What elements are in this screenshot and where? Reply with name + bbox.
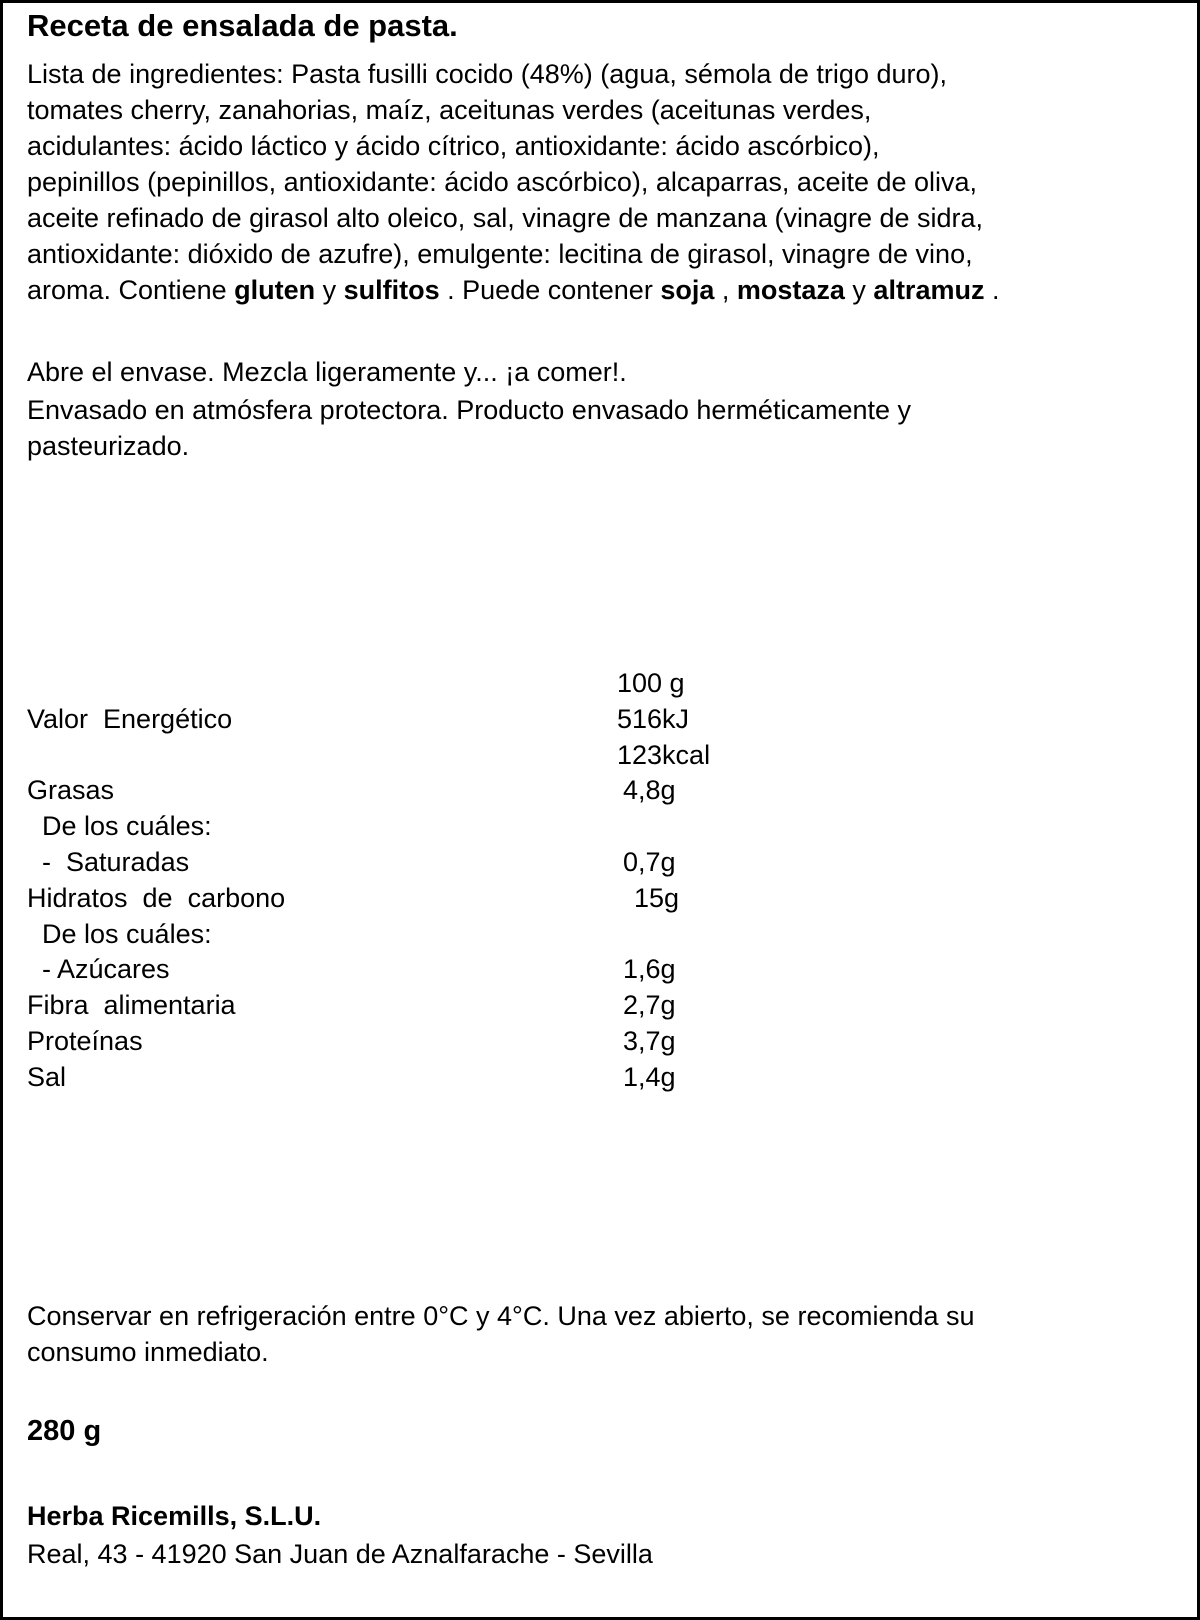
- storage-line: consumo inmediato.: [27, 1337, 269, 1367]
- nutrition-row: [3, 701, 1200, 737]
- ingredients-line: Lista de ingredientes: Pasta fusilli cocido (48%) (agua, sémola de trigo duro),: [27, 59, 947, 89]
- nutrient-label: - Azúcares: [27, 954, 170, 985]
- ingredients-line: tomates cherry, zanahorias, maíz, aceitunas verdes (aceitunas verdes,: [27, 95, 872, 125]
- company-name: Herba Ricemills, S.L.U.: [27, 1501, 322, 1531]
- product-title: Receta de ensalada de pasta.: [27, 8, 458, 43]
- nutrition-row: [3, 1023, 1200, 1059]
- nutrition-row: [3, 880, 1200, 916]
- packaging-info: [27, 392, 1127, 464]
- nutrition-row: [3, 772, 1200, 808]
- allergens-text: y: [315, 275, 344, 305]
- allergen-gluten: gluten: [234, 275, 316, 305]
- nutrient-label: - Saturadas: [27, 846, 190, 877]
- allergen-altramuz: altramuz: [873, 275, 985, 305]
- nutrient-value: 15g: [634, 882, 680, 913]
- ingredients-line: antioxidante: dióxido de azufre), emulgente: lecitina de girasol, vinagre de vino,: [27, 239, 973, 269]
- packaging-line: Envasado en atmósfera protectora. Producto envasado herméticamente y: [27, 395, 911, 425]
- nutrient-label: Grasas: [27, 775, 115, 806]
- allergens-text: .: [984, 275, 1000, 305]
- allergen-sulfitos: sulfitos: [343, 275, 440, 305]
- ingredients-line: aceite refinado de girasol alto oleico, sal, vinagre de manzana (vinagre de sidra,: [27, 203, 984, 233]
- nutrient-value: 1,6g: [623, 954, 676, 985]
- nutrient-label: Hidratos de carbono: [27, 882, 286, 913]
- net-weight: 280 g: [27, 1415, 102, 1447]
- nutrition-row: [3, 1059, 1200, 1095]
- usage-instructions: Abre el envase. Mezcla ligeramente y... ¡a comer!.: [27, 357, 627, 387]
- ingredients-list: [27, 56, 1187, 308]
- nutrition-header-row: [3, 665, 1200, 701]
- nutrition-row: [3, 808, 1200, 844]
- nutrition-row: [3, 951, 1200, 987]
- allergens-text: y: [844, 275, 874, 305]
- allergen-mostaza: mostaza: [736, 275, 845, 305]
- ingredients-line: pepinillos (pepinillos, antioxidante: ácido ascórbico), alcaparras, aceite de oliva,: [27, 167, 978, 197]
- nutrient-label: De los cuáles:: [27, 811, 212, 842]
- allergens-line: [27, 272, 1187, 308]
- nutrition-row: [3, 916, 1200, 952]
- allergens-text: aroma. Contiene: [27, 275, 235, 305]
- nutrient-label: Fibra alimentaria: [27, 990, 236, 1021]
- ingredients-line: acidulantes: ácido láctico y ácido cítrico, antioxidante: ácido ascórbico),: [27, 131, 880, 161]
- storage-info: [27, 1298, 1147, 1370]
- nutrition-row: [3, 737, 1200, 773]
- nutrient-value: 2,7g: [623, 990, 676, 1021]
- nutrition-table: [3, 665, 1200, 1095]
- nutrient-value: 3,7g: [623, 1025, 676, 1056]
- allergens-text: . Puede contener: [439, 275, 661, 305]
- nutrition-row: [3, 844, 1200, 880]
- nutrient-value: 4,8g: [623, 775, 676, 806]
- nutrient-label: Valor Energético: [27, 703, 233, 734]
- nutrient-label: Proteínas: [27, 1025, 143, 1056]
- allergens-text: ,: [714, 275, 737, 305]
- nutrient-label: Sal: [27, 1061, 67, 1092]
- company-address: Real, 43 - 41920 San Juan de Aznalfarache - Sevilla: [27, 1539, 653, 1569]
- nutrition-header: 100 g: [617, 668, 685, 698]
- nutrient-value: 0,7g: [623, 846, 676, 877]
- nutrition-row: [3, 987, 1200, 1023]
- nutrient-value: 516kJ: [617, 703, 690, 734]
- allergen-soja: soja: [660, 275, 715, 305]
- nutrient-value: 1,4g: [623, 1061, 676, 1092]
- packaging-line: pasteurizado.: [27, 431, 190, 461]
- nutrient-label: De los cuáles:: [27, 918, 212, 949]
- nutrient-value: 123kcal: [617, 739, 711, 770]
- storage-line: Conservar en refrigeración entre 0°C y 4°C. Una vez abierto, se recomienda su: [27, 1301, 975, 1331]
